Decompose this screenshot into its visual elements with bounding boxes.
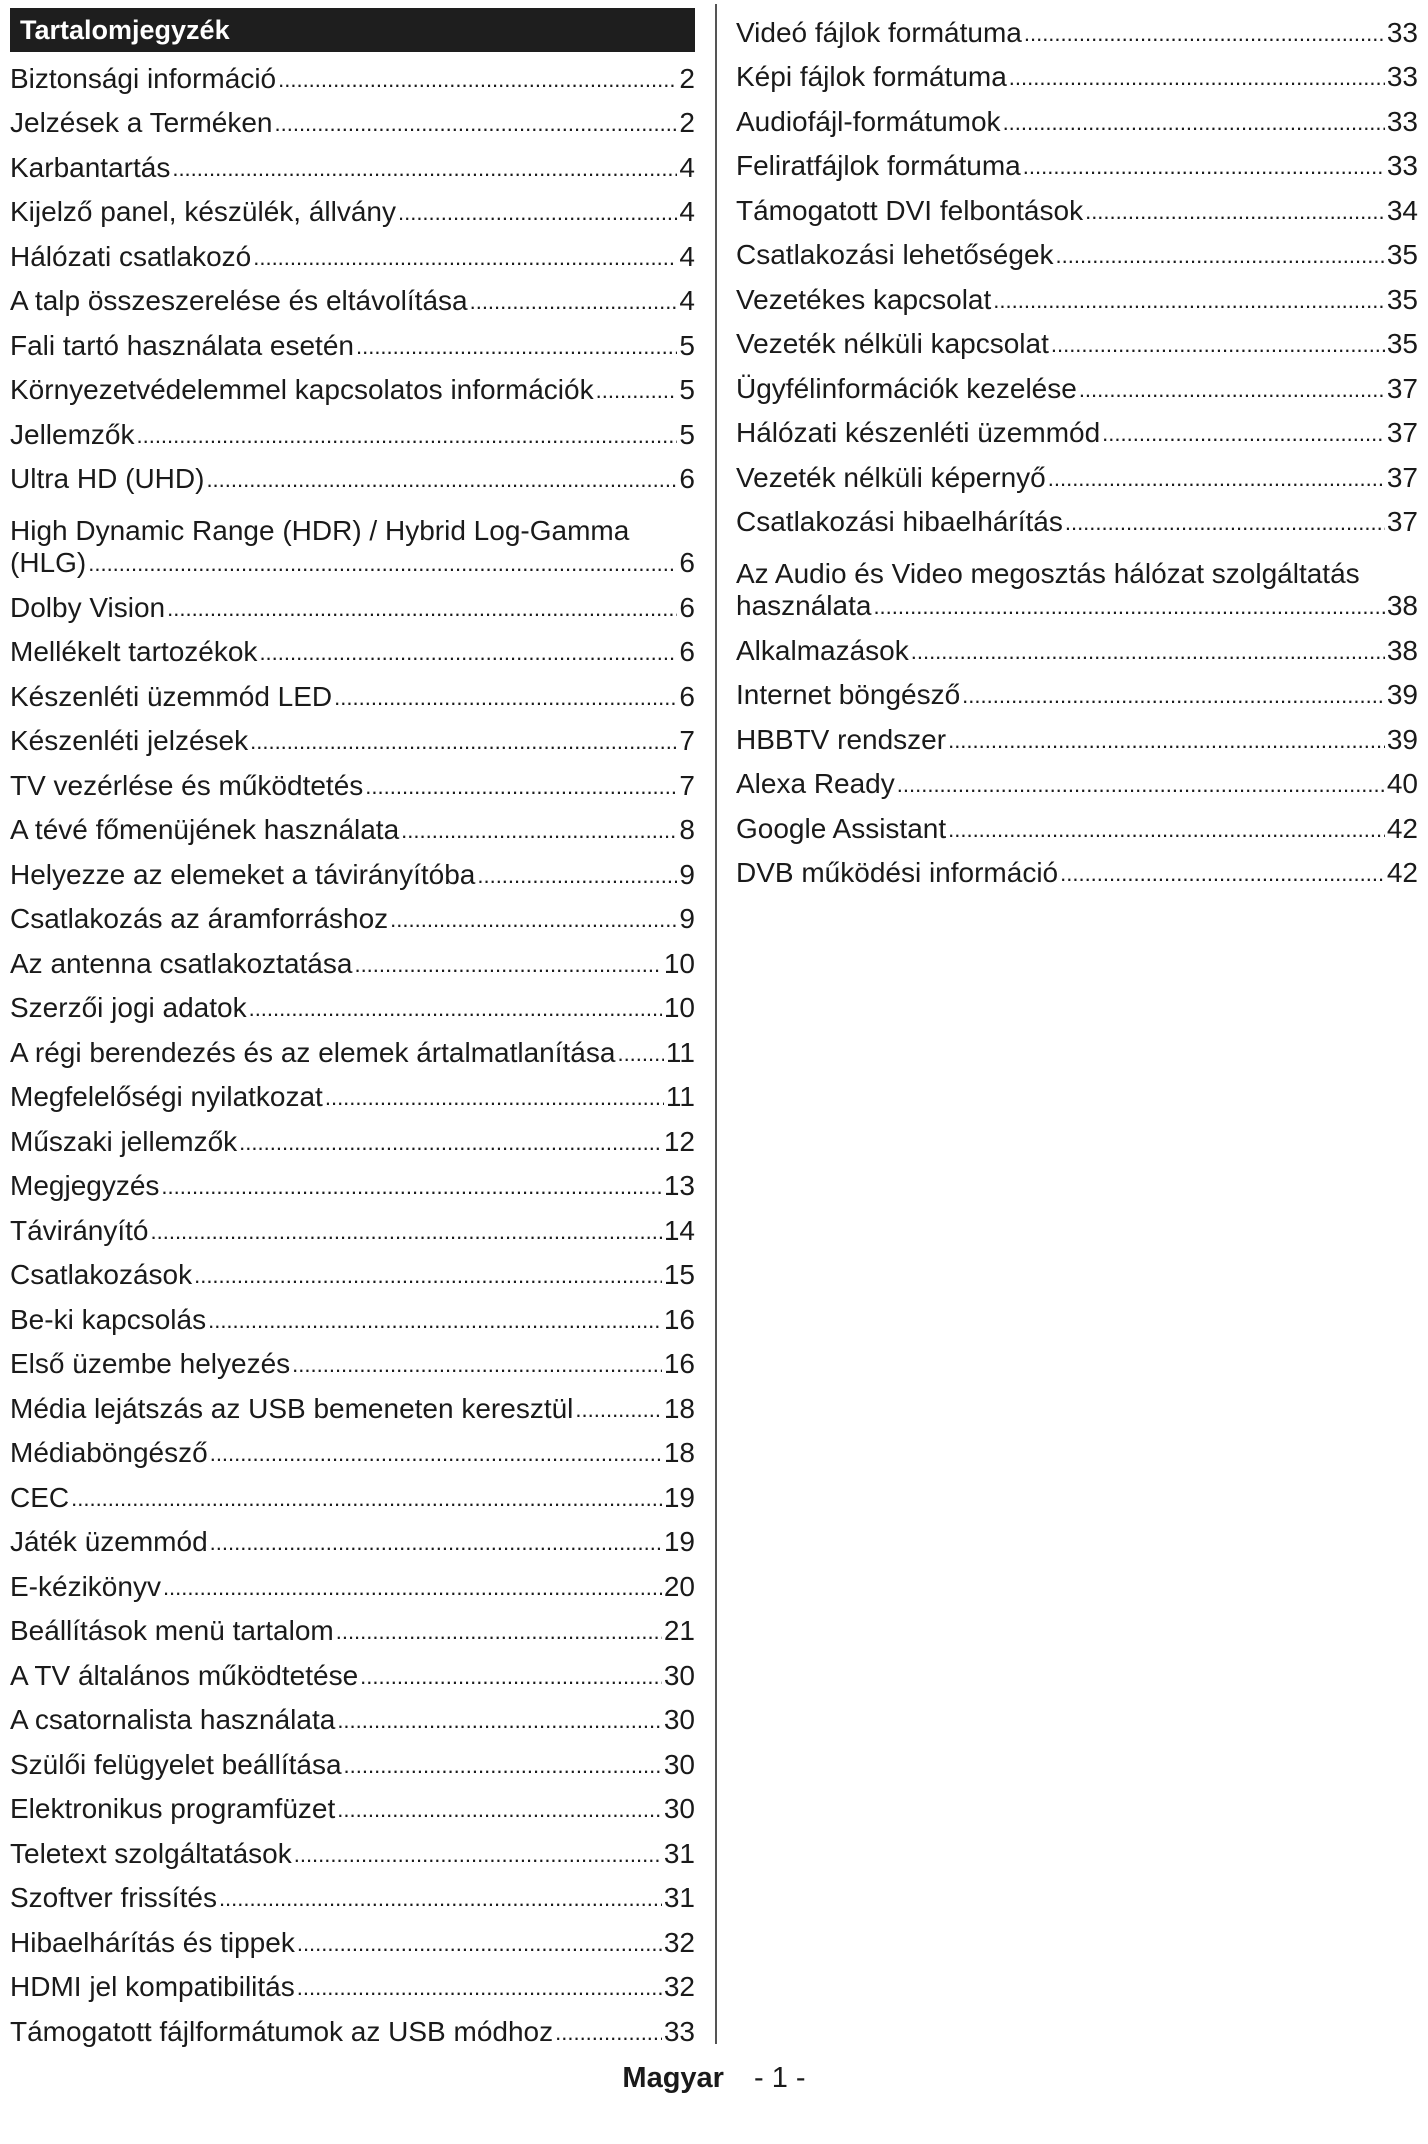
toc-entry-title: Fali tartó használata esetén [10, 329, 354, 361]
toc-entry-leader [477, 863, 677, 891]
toc-entry-title-cont: (HLG) [10, 547, 87, 578]
toc-entry-page: 6 [679, 680, 695, 712]
toc-entry-title: Első üzembe helyezés [10, 1348, 291, 1379]
toc-entry-page: 37 [1386, 506, 1418, 537]
toc-entry-leader [897, 772, 1385, 800]
toc-entry-title: Szerzői jogi adatok [10, 992, 247, 1023]
toc-entry[interactable] [10, 761, 695, 806]
toc-entry[interactable] [10, 54, 695, 99]
toc-entry-title: Szoftver frissítés [10, 1882, 217, 1913]
toc-entry-leader [401, 818, 677, 846]
toc-entry[interactable] [10, 1963, 695, 2008]
toc-entry-title: Ügyfélinformációk kezelése [736, 372, 1077, 404]
toc-entry[interactable] [736, 97, 1418, 142]
toc-entry[interactable] [10, 1696, 695, 1741]
toc-entry-page: 32 [663, 1926, 695, 1958]
toc-entry-page: 20 [663, 1570, 695, 1602]
toc-entry-leader [911, 639, 1385, 667]
toc-entry-leader [334, 685, 677, 713]
toc-entry-leader [88, 551, 677, 579]
footer-page-number: - 1 - [754, 2062, 806, 2094]
toc-entry-leader [172, 156, 677, 184]
toc-entry-title: HBBTV rendszer [736, 723, 947, 755]
toc-entry-leader [1079, 377, 1385, 405]
toc-entry-title: Ultra HD (UHD) [10, 463, 205, 494]
toc-entry-page: 39 [1386, 723, 1418, 755]
toc-entry[interactable] [10, 1028, 695, 1073]
toc-left-column [10, 8, 695, 2052]
toc-entry-title: Csatlakozási lehetőségek [736, 239, 1054, 270]
toc-entry-page: 35 [1386, 239, 1418, 270]
toc-entry-title: Feliratfájlok formátuma [736, 150, 1021, 181]
toc-entry[interactable] [736, 626, 1418, 671]
toc-entry[interactable] [10, 499, 695, 583]
toc-entry[interactable] [10, 188, 695, 233]
toc-entry-page: 10 [663, 992, 695, 1023]
toc-entry-page: 30 [663, 1704, 695, 1735]
toc-entry-title: Biztonsági információ [10, 62, 277, 94]
toc-entry-title: Az antenna csatlakoztatása [10, 947, 353, 979]
toc-entry[interactable] [10, 2007, 695, 2052]
toc-entry-page: 6 [679, 547, 695, 578]
toc-entry-page: 39 [1386, 679, 1418, 710]
toc-entry[interactable] [10, 628, 695, 673]
toc-entry-page: 33 [1386, 61, 1418, 92]
toc-entry[interactable] [736, 275, 1418, 320]
toc-entry-page: 13 [663, 1170, 695, 1201]
toc-entry-page: 2 [679, 107, 695, 138]
toc-entry-page: 21 [663, 1615, 695, 1646]
toc-entry-leader [596, 378, 678, 406]
toc-entry-leader [1102, 421, 1385, 449]
toc-entry-title: Be-ki kapcsolás [10, 1303, 207, 1335]
toc-entry-title: Alkalmazások [736, 634, 909, 666]
toc-entry-title: Google Assistant [736, 812, 947, 844]
toc-entry-page: 35 [1386, 328, 1418, 359]
toc-heading: Tartalomjegyzék [10, 8, 695, 52]
toc-entry-leader [1085, 199, 1385, 227]
toc-entry-title: Megfelelőségi nyilatkozat [10, 1081, 323, 1112]
toc-entry-page: 16 [663, 1348, 695, 1379]
toc-entry-leader [962, 683, 1385, 711]
toc-entry[interactable] [10, 1651, 695, 1696]
toc-entry-title: Teletext szolgáltatások [10, 1837, 292, 1869]
toc-entry-leader [219, 1886, 662, 1914]
toc-entry-page: 9 [679, 903, 695, 934]
toc-entry-page: 18 [663, 1392, 695, 1424]
toc-entry-page: 33 [663, 2015, 695, 2047]
toc-entry-leader [1060, 861, 1385, 889]
toc-entry[interactable] [10, 321, 695, 366]
toc-entry-page: 10 [663, 947, 695, 979]
toc-entry-page: 19 [663, 1481, 695, 1513]
column-divider [715, 4, 717, 2044]
toc-entry-leader [206, 467, 677, 495]
toc-entry[interactable] [736, 760, 1418, 805]
toc-entry-title: A TV általános működtetése [10, 1659, 359, 1691]
toc-entry-leader [294, 1842, 662, 1870]
toc-entry-page: 14 [663, 1214, 695, 1246]
toc-entry[interactable] [736, 364, 1418, 409]
toc-entry-page: 7 [679, 769, 695, 801]
toc-entry-page: 37 [1386, 417, 1418, 448]
toc-entry-title: Karbantartás [10, 151, 171, 183]
toc-entry[interactable] [10, 1518, 695, 1563]
toc-entry-page: 42 [1386, 812, 1418, 844]
toc-entry-page: 12 [663, 1125, 695, 1157]
toc-entry[interactable] [10, 806, 695, 851]
toc-entry-page: 9 [679, 858, 695, 890]
toc-entry-title: Vezeték nélküli képernyő [736, 461, 1046, 493]
toc-entry-leader [1056, 243, 1385, 271]
toc-entry-page: 31 [663, 1837, 695, 1869]
toc-entry-title: Vezeték nélküli kapcsolat [736, 328, 1049, 359]
toc-entry[interactable] [10, 1251, 695, 1296]
toc-entry-page: 35 [1386, 283, 1418, 315]
toc-entry[interactable] [10, 717, 695, 762]
toc-entry-leader [210, 1441, 662, 1469]
toc-entry-title: Helyezze az elemeket a távirányítóba [10, 858, 476, 890]
toc-entry-page: 6 [679, 636, 695, 667]
toc-entry[interactable] [10, 1206, 695, 1251]
toc-entry[interactable] [736, 409, 1418, 454]
toc-entry-page: 5 [679, 374, 695, 405]
toc-entry-leader [194, 1263, 662, 1291]
toc-entry[interactable] [10, 410, 695, 455]
toc-entry[interactable] [10, 1162, 695, 1207]
toc-entry-title: Jellemzők [10, 418, 135, 450]
toc-entry-page: 33 [1386, 150, 1418, 181]
toc-entry-title: A régi berendezés és az elemek ártalmatlanítása [10, 1036, 616, 1068]
toc-entry-title: Média lejátszás az USB bemeneten keresztül [10, 1392, 574, 1424]
toc-entry[interactable] [10, 366, 695, 411]
toc-entry-title: CEC [10, 1481, 70, 1513]
toc-entry-title: Távirányító [10, 1214, 149, 1246]
toc-entry-title: Környezetvédelemmel kapcsolatos információk [10, 374, 594, 405]
toc-entry-title: Csatlakozási hibaelhárítás [736, 506, 1063, 537]
toc-entry-title: Videó fájlok formátuma [736, 16, 1022, 48]
toc-entry[interactable] [736, 320, 1418, 365]
toc-entry[interactable] [736, 231, 1418, 276]
toc-entry-page: 31 [663, 1882, 695, 1913]
toc-entry[interactable] [10, 939, 695, 984]
toc-entry-leader [239, 1130, 662, 1158]
toc-entry[interactable] [10, 1785, 695, 1830]
toc-entry[interactable] [10, 455, 695, 500]
toc-entry[interactable] [10, 1384, 695, 1429]
toc-entry-leader [336, 1619, 662, 1647]
toc-entry[interactable] [10, 1073, 695, 1118]
toc-entry[interactable] [736, 142, 1418, 187]
toc-entry-leader [325, 1085, 664, 1113]
toc-entry-title: Hálózati készenléti üzemmód [736, 417, 1101, 448]
toc-entry-leader [259, 640, 677, 668]
toc-entry[interactable] [736, 53, 1418, 98]
toc-entry-title: Jelzések a Terméken [10, 107, 273, 138]
toc-entry-leader [948, 728, 1385, 756]
toc-entry-title: Képi fájlok formátuma [736, 61, 1007, 92]
toc-entry-page: 30 [663, 1793, 695, 1824]
toc-entry[interactable] [10, 1918, 695, 1963]
toc-entry-page: 38 [1386, 634, 1418, 666]
toc-entry-title: A talp összeszerelése és eltávolítása [10, 285, 468, 316]
toc-entry[interactable] [10, 232, 695, 277]
toc-entry-page: 8 [679, 814, 695, 845]
toc-entry-title: High Dynamic Range (HDR) / Hybrid Log-Gamma [10, 515, 630, 546]
toc-entry-title: Csatlakozások [10, 1259, 193, 1290]
toc-entry-title: Internet böngésző [736, 679, 961, 710]
toc-entry-leader [249, 996, 662, 1024]
toc-entry[interactable] [10, 1607, 695, 1652]
toc-entry-leader [250, 729, 677, 757]
toc-right-column [736, 8, 1418, 893]
toc-entry-page: 4 [679, 196, 695, 227]
toc-entry-leader [1003, 110, 1385, 138]
toc-entry[interactable] [736, 542, 1418, 626]
toc-entry-page: 38 [1386, 590, 1418, 621]
toc-entry-leader [356, 334, 677, 362]
toc-entry-leader [1024, 21, 1385, 49]
toc-entry-leader [365, 774, 677, 802]
toc-entry-title: Szülői felügyelet beállítása [10, 1748, 342, 1780]
toc-entry-title: Vezetékes kapcsolat [736, 283, 992, 315]
toc-entry-leader [390, 907, 677, 935]
toc-left-list [10, 54, 695, 2052]
toc-entry-title: Készenléti üzemmód LED [10, 680, 333, 712]
toc-entry-title: Megjegyzés [10, 1170, 160, 1201]
toc-entry-page: 33 [1386, 16, 1418, 48]
toc-entry-leader [161, 1174, 661, 1202]
toc-entry-title: Játék üzemmód [10, 1526, 208, 1557]
toc-entry-leader [210, 1530, 662, 1558]
toc-entry[interactable] [10, 1473, 695, 1518]
toc-entry-page: 4 [679, 285, 695, 316]
toc-entry-page: 16 [663, 1303, 695, 1335]
toc-entry-leader [1048, 466, 1385, 494]
toc-entry-page: 33 [1386, 105, 1418, 137]
toc-entry-title: Támogatott DVI felbontások [736, 194, 1084, 226]
toc-entry-page: 32 [663, 1971, 695, 2002]
toc-entry-title: E-kézikönyv [10, 1570, 161, 1602]
toc-entry-title: Csatlakozás az áramforráshoz [10, 903, 389, 934]
toc-entry-leader [1023, 154, 1385, 182]
toc-entry-leader [575, 1397, 661, 1425]
toc-entry-leader [337, 1797, 662, 1825]
toc-entry-title: Mellékelt tartozékok [10, 636, 258, 667]
toc-entry-title: Hibaelhárítás és tippek [10, 1926, 295, 1958]
toc-entry-page: 5 [679, 418, 695, 450]
toc-entry-title: Audiofájl-formátumok [736, 105, 1001, 137]
toc-entry-leader [617, 1041, 663, 1069]
toc-entry-title: Beállítások menü tartalom [10, 1615, 334, 1646]
toc-entry[interactable] [736, 8, 1418, 53]
toc-entry-leader [993, 288, 1385, 316]
toc-entry[interactable] [10, 850, 695, 895]
toc-entry[interactable] [10, 1740, 695, 1785]
toc-entry-title: Hálózati csatlakozó [10, 240, 252, 272]
toc-entry-leader [555, 2020, 662, 2048]
toc-entry-leader [948, 817, 1385, 845]
toc-entry-title: TV vezérlése és működtetés [10, 769, 364, 801]
toc-entry[interactable] [736, 186, 1418, 231]
toc-entry[interactable] [736, 453, 1418, 498]
toc-entry-title: Az Audio és Video megosztás hálózat szolgáltatás [736, 558, 1360, 589]
toc-entry-page: 6 [679, 591, 695, 623]
toc-entry-leader [470, 289, 678, 317]
toc-entry[interactable] [10, 99, 695, 144]
toc-entry-page: 2 [679, 62, 695, 94]
toc-entry[interactable] [10, 1874, 695, 1919]
toc-entry-leader [297, 1975, 662, 2003]
toc-entry-page: 15 [663, 1259, 695, 1290]
toc-entry-page: 18 [663, 1437, 695, 1468]
toc-entry-leader [208, 1308, 662, 1336]
toc-entry[interactable] [10, 895, 695, 940]
toc-entry-page: 34 [1386, 194, 1418, 226]
toc-entry-leader [253, 245, 677, 273]
toc-entry-leader [297, 1931, 662, 1959]
toc-entry-leader [344, 1753, 662, 1781]
toc-entry-leader [71, 1486, 662, 1514]
toc-entry-title: Elektronikus programfüzet [10, 1793, 336, 1824]
toc-entry-page: 37 [1386, 372, 1418, 404]
toc-entry-leader [354, 952, 661, 980]
toc-entry-leader [136, 423, 677, 451]
toc-entry-title: Műszaki jellemzők [10, 1125, 238, 1157]
toc-entry[interactable] [736, 671, 1418, 716]
toc-entry[interactable] [10, 1429, 695, 1474]
toc-entry[interactable] [10, 143, 695, 188]
toc-entry-leader [163, 1575, 662, 1603]
toc-entry[interactable] [10, 277, 695, 322]
footer-language: Magyar [622, 2062, 724, 2094]
toc-entry-leader [167, 596, 677, 624]
toc-entry-title: DVB működési információ [736, 857, 1059, 888]
toc-entry-title: Támogatott fájlformátumok az USB módhoz [10, 2015, 554, 2047]
toc-entry[interactable] [736, 498, 1418, 543]
toc-entry-leader [337, 1708, 662, 1736]
toc-entry-leader [1065, 510, 1385, 538]
toc-entry-page: 7 [679, 725, 695, 756]
page-footer [0, 2062, 1428, 2095]
toc-entry-leader [275, 111, 678, 139]
toc-right-list [736, 8, 1418, 893]
toc-entry-leader [151, 1219, 662, 1247]
toc-entry-page: 5 [679, 329, 695, 361]
toc-entry[interactable] [10, 1562, 695, 1607]
toc-entry-title: A tévé főmenüjének használata [10, 814, 400, 845]
toc-entry-title: Dolby Vision [10, 591, 166, 623]
toc-entry-title: A csatornalista használata [10, 1704, 336, 1735]
toc-entry-leader [360, 1664, 662, 1692]
toc-entry-leader [873, 594, 1384, 622]
toc-entry-title: HDMI jel kompatibilitás [10, 1971, 295, 2002]
toc-entry[interactable] [10, 984, 695, 1029]
toc-entry-title: Alexa Ready [736, 768, 895, 799]
toc-entry-leader [278, 67, 677, 95]
toc-entry[interactable] [10, 1295, 695, 1340]
toc-entry-leader [1051, 332, 1385, 360]
toc-entry-page: 6 [679, 463, 695, 494]
toc-entry[interactable] [10, 583, 695, 628]
toc-entry-title: Médiaböngésző [10, 1437, 208, 1468]
toc-entry-leader [398, 200, 677, 228]
toc-entry[interactable] [10, 1829, 695, 1874]
toc-entry-page: 11 [665, 1036, 695, 1068]
toc-entry-page: 30 [663, 1748, 695, 1780]
toc-entry-title: Készenléti jelzések [10, 725, 249, 756]
toc-entry[interactable] [736, 849, 1418, 894]
toc-entry-title: Kijelző panel, készülék, állvány [10, 196, 396, 227]
toc-entry[interactable] [10, 1117, 695, 1162]
toc-entry-page: 37 [1386, 461, 1418, 493]
toc-entry-page: 4 [679, 151, 695, 183]
toc-entry[interactable] [10, 672, 695, 717]
toc-entry[interactable] [10, 1340, 695, 1385]
toc-entry[interactable] [736, 715, 1418, 760]
toc-entry-title-cont: használata [736, 590, 872, 621]
toc-entry-page: 40 [1386, 768, 1418, 799]
toc-entry-page: 4 [679, 240, 695, 272]
toc-entry-leader [1009, 65, 1385, 93]
toc-entry-page: 42 [1386, 857, 1418, 888]
toc-entry-page: 19 [663, 1526, 695, 1557]
toc-entry-page: 30 [663, 1659, 695, 1691]
toc-entry-leader [292, 1352, 662, 1380]
toc-entry[interactable] [736, 804, 1418, 849]
toc-entry-page: 11 [665, 1081, 695, 1112]
